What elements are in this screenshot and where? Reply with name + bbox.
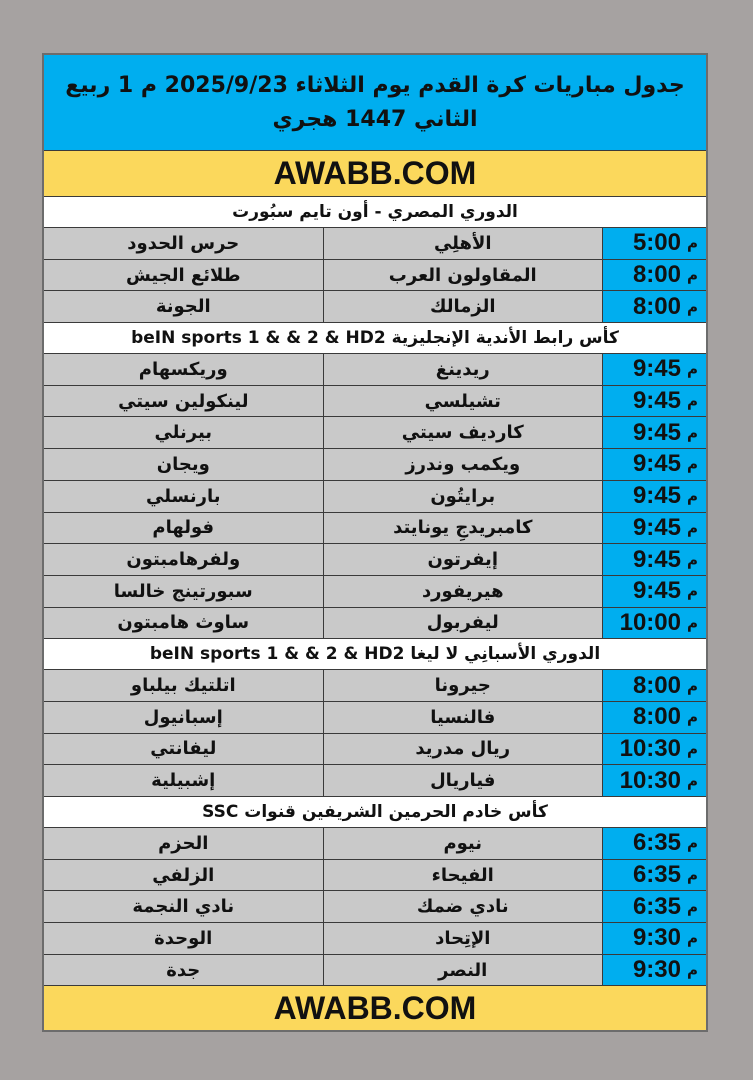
- match-time-cell: [602, 481, 706, 512]
- away-team: جدة: [166, 959, 201, 981]
- time-period-label: م: [687, 297, 698, 316]
- match-time-cell: [602, 670, 706, 701]
- away-team: الزلفي: [152, 864, 215, 886]
- time-period-label: م: [687, 771, 698, 790]
- match-row: [44, 386, 706, 418]
- time-period-label: م: [687, 234, 698, 253]
- match-time: 9:30: [632, 956, 681, 984]
- home-team: جيرونا: [323, 670, 603, 701]
- match-time-cell: [602, 386, 706, 417]
- home-team: الإتِحاد: [323, 923, 603, 954]
- time-period-label: م: [687, 266, 698, 285]
- match-row: [44, 891, 706, 923]
- home-team: ويكمب وندرز: [323, 449, 603, 480]
- section-title: الدوري الأسبانِي لا ليغا beIN sports 1 & & 2 & HD2: [149, 644, 601, 665]
- match-time-cell: [602, 513, 706, 544]
- time-period-label: م: [687, 392, 698, 411]
- section-title: الدوري المصري - أون تايم سبُورت: [232, 202, 518, 222]
- match-row: [44, 260, 706, 292]
- match-time: 8:00: [632, 703, 681, 731]
- time-period-label: م: [687, 961, 698, 980]
- match-row: [44, 734, 706, 766]
- match-time-cell: [602, 955, 706, 986]
- away-team: بارنسلي: [146, 485, 221, 507]
- match-time: 6:35: [632, 829, 681, 857]
- section-title: كأس رابط الأندية الإنجليزية beIN sports 1 & & 2 & HD2: [131, 328, 619, 349]
- match-time-cell: [602, 228, 706, 259]
- away-team: حرس الحدود: [127, 232, 240, 254]
- match-time-cell: [602, 923, 706, 954]
- match-time-cell: [602, 891, 706, 922]
- title-line-1: جدول مباريات كرة القدم يوم الثلاثاء 2025/9/23 م 1 ربيع: [65, 72, 685, 98]
- match-time: 9:45: [632, 450, 681, 478]
- match-row: [44, 828, 706, 860]
- match-row: [44, 228, 706, 260]
- home-team: كامبريدجِ يونايتد: [323, 513, 603, 544]
- time-period-label: م: [687, 360, 698, 379]
- match-row: [44, 608, 706, 640]
- away-team: ساوث هامبتون: [117, 612, 250, 634]
- match-time: 8:00: [632, 292, 681, 320]
- time-period-label: م: [687, 613, 698, 632]
- home-team: المقاولون العرب: [323, 260, 603, 291]
- home-team: الزمالك: [323, 291, 603, 322]
- match-row: [44, 544, 706, 576]
- away-team: اتلتيك بيلباو: [130, 675, 236, 697]
- schedule-sheet: [42, 53, 708, 1032]
- away-team: الحزم: [158, 832, 209, 854]
- home-team: كارديف سيتي: [323, 417, 603, 448]
- section-title: كأس خادم الحرمين الشريفين قنوات SSC: [202, 802, 548, 822]
- time-period-label: م: [687, 897, 698, 916]
- home-team: نيوم: [323, 828, 603, 859]
- away-team: إشبيلية: [151, 770, 216, 792]
- home-team: نادي ضمك: [323, 891, 603, 922]
- home-team: النصر: [323, 955, 603, 986]
- match-row: [44, 576, 706, 608]
- away-team: إسبانيول: [143, 706, 223, 728]
- match-row: [44, 513, 706, 545]
- match-row: [44, 449, 706, 481]
- away-team: الجونة: [155, 296, 211, 318]
- time-period-label: م: [687, 866, 698, 885]
- match-time: 10:30: [619, 766, 681, 794]
- match-time: 8:00: [632, 671, 681, 699]
- match-time-cell: [602, 608, 706, 639]
- home-team: إيفرتون: [323, 544, 603, 575]
- match-time: 8:00: [632, 261, 681, 289]
- away-team: بيرنلي: [154, 422, 213, 444]
- away-team: ويجان: [156, 453, 210, 475]
- away-team: وريكسهام: [138, 358, 228, 380]
- time-period-label: م: [687, 518, 698, 537]
- home-team: ريال مدريد: [323, 734, 603, 765]
- match-row: [44, 670, 706, 702]
- away-team: فولهام: [152, 517, 215, 539]
- brand-banner-bottom: AWABB.COM: [44, 986, 706, 1030]
- away-team: نادي النجمة: [132, 896, 235, 918]
- section-header: [44, 197, 706, 228]
- schedule-title: [44, 55, 706, 151]
- match-time-cell: [602, 417, 706, 448]
- match-time-cell: [602, 449, 706, 480]
- time-period-label: م: [687, 582, 698, 601]
- home-team: هيريفورد: [323, 576, 603, 607]
- home-team: تشيلسي: [323, 386, 603, 417]
- match-row: [44, 354, 706, 386]
- sections-container: [44, 197, 706, 986]
- match-time: 9:45: [632, 387, 681, 415]
- match-row: [44, 860, 706, 892]
- match-time-cell: [602, 702, 706, 733]
- section-header: [44, 323, 706, 354]
- match-row: [44, 765, 706, 797]
- title-line-2: الثاني 1447 هجري: [272, 106, 478, 132]
- time-period-label: م: [687, 455, 698, 474]
- match-time: 5:00: [632, 229, 681, 257]
- match-time-cell: [602, 828, 706, 859]
- away-team: الوحدة: [154, 927, 213, 949]
- home-team: الفيحاء: [323, 860, 603, 891]
- match-row: [44, 481, 706, 513]
- match-time-cell: [602, 860, 706, 891]
- away-team: لينكولين سيتي: [118, 390, 249, 412]
- match-time: 6:35: [632, 861, 681, 889]
- section-header: [44, 797, 706, 828]
- match-row: [44, 923, 706, 955]
- match-row: [44, 702, 706, 734]
- match-time: 9:30: [632, 924, 681, 952]
- home-team: ريدينغ: [323, 354, 603, 385]
- match-time: 9:45: [632, 482, 681, 510]
- time-period-label: م: [687, 423, 698, 442]
- match-row: [44, 417, 706, 449]
- match-time: 9:45: [632, 577, 681, 605]
- home-team: ليفربول: [323, 608, 603, 639]
- match-time: 10:30: [619, 734, 681, 762]
- home-team: الأهلِي: [323, 228, 603, 259]
- time-period-label: م: [687, 487, 698, 506]
- match-time-cell: [602, 291, 706, 322]
- away-team: ليفانتي: [150, 738, 217, 760]
- match-time: 9:45: [632, 355, 681, 383]
- home-team: فالنسيا: [323, 702, 603, 733]
- section-header: [44, 639, 706, 670]
- brand-banner-top: AWABB.COM: [44, 151, 706, 197]
- match-time-cell: [602, 765, 706, 796]
- time-period-label: م: [687, 676, 698, 695]
- match-time-cell: [602, 260, 706, 291]
- match-time: 6:35: [632, 892, 681, 920]
- away-team: سبورتينج خالسا: [113, 580, 253, 602]
- match-time-cell: [602, 544, 706, 575]
- time-period-label: م: [687, 929, 698, 948]
- match-time: 9:45: [632, 418, 681, 446]
- time-period-label: م: [687, 708, 698, 727]
- time-period-label: م: [687, 739, 698, 758]
- match-time: 10:00: [619, 608, 681, 636]
- home-team: فياريال: [323, 765, 603, 796]
- time-period-label: م: [687, 834, 698, 853]
- home-team: برايتُون: [323, 481, 603, 512]
- time-period-label: م: [687, 550, 698, 569]
- match-time-cell: [602, 354, 706, 385]
- away-team: طلائع الجيش: [125, 264, 241, 286]
- match-row: [44, 955, 706, 987]
- match-time-cell: [602, 734, 706, 765]
- away-team: ولفرهامبتون: [126, 549, 241, 571]
- match-time-cell: [602, 576, 706, 607]
- match-time: 9:45: [632, 513, 681, 541]
- match-time: 9:45: [632, 545, 681, 573]
- match-row: [44, 291, 706, 323]
